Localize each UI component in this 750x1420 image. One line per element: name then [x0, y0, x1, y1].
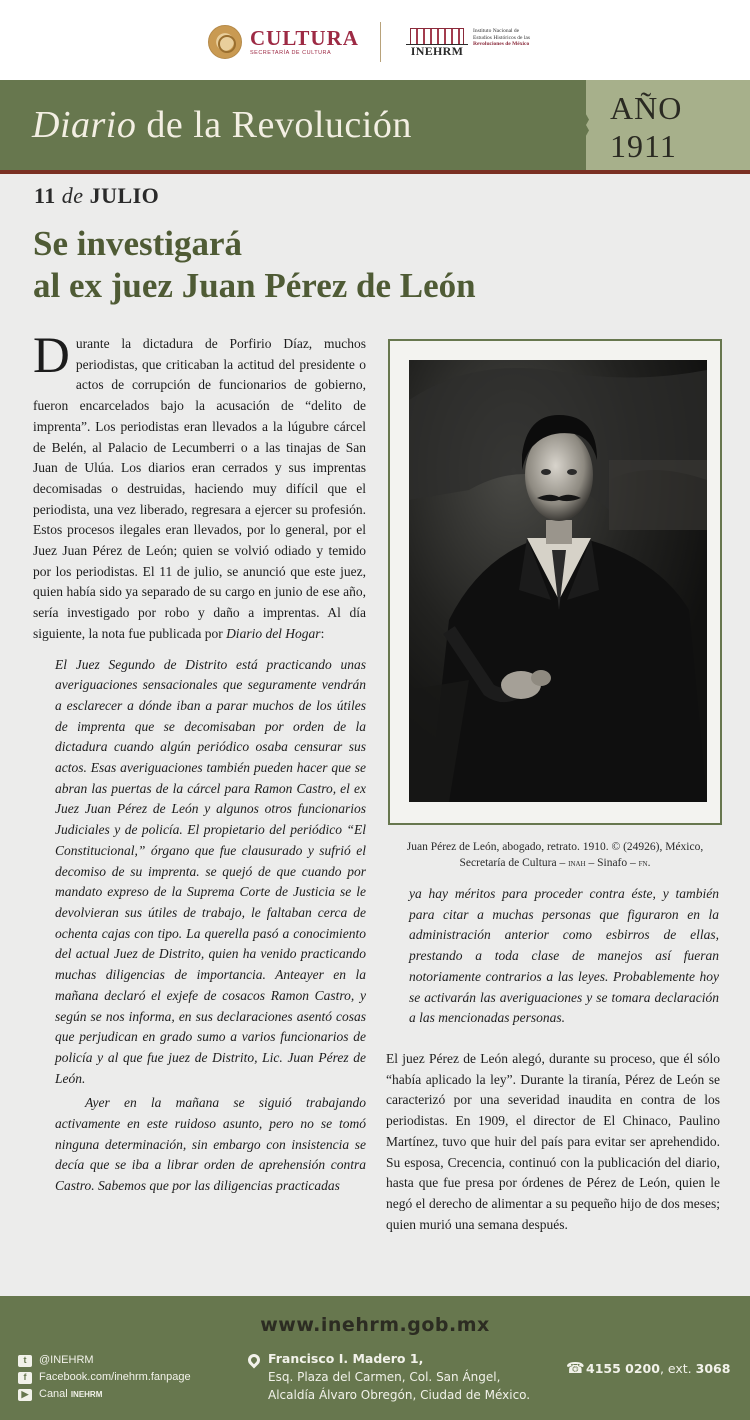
mexico-seal-icon: [208, 25, 242, 59]
website-link[interactable]: www.inehrm.gob.mx: [260, 1314, 490, 1336]
year-label: AÑO: [610, 90, 683, 126]
facebook-icon: f: [18, 1372, 32, 1384]
cultura-subtitle: SECRETARÍA DE CULTURA: [250, 49, 332, 56]
photo-frame: [388, 339, 722, 825]
headline: Se investigará al ex juez Juan Pérez de León: [33, 224, 476, 305]
portrait-photo: [409, 360, 707, 802]
band-rule: [0, 170, 750, 174]
logo-divider: [380, 22, 381, 62]
phone-number[interactable]: 4155 0200, ext. 3068: [586, 1361, 731, 1376]
drop-cap: D: [33, 328, 70, 384]
youtube-link[interactable]: ▶ Canal INEHRM: [18, 1386, 191, 1403]
series-title: Diario de la Revolución: [32, 104, 412, 146]
article-left-column: [33, 328, 366, 1197]
photo-caption: Juan Pérez de León, abogado, retrato. 1910. © (24926), México, Secretaría de Cultura – inah – Sinafo – fn.: [406, 841, 704, 869]
quote-paragraph-1: El Juez Segundo de Distrito está practicando unas averiguaciones sensacionales que seguramente vendrán a esclarecer a dónde iban a parar muchos de los útiles de imprenta que se decomisaban por orden de la dictadura cuando algún periódico osaba censurar sus actos. Esas averiguaciones también pueden hacer que se abran las puertas de la cárcel para Ramon Castro, el ex Juez Juan Pérez de León y algunos otros funcionarios Judiciales y de policía. El propietario del periódico “El Constitucional,” órgano que fue clausurado y sufrió el decomiso de su imprenta. se quejó de que cuando por mandato expreso de la Suprema Corte de Justicia se le devolvieran sus útiles de trabajo, le faltaban cerca de ochenta cajas con tipo. La querella pasó a conocimiento del actual Juez de Distrito, quien ha venido practicando muchas diligencias de importancia. Anteayer en la mañana declaró el exjefe de cosacos Ramon Castro, y según se nos informa, en sus declaraciones asentó cosas que perjudican en grado sumo a varios funcionarios de policía y al que fue juez de Distrito, Lic. Juan Pérez de León.: [55, 656, 366, 1086]
inehrm-logo[interactable]: [406, 28, 530, 58]
source-name: Diario del Hogar: [226, 625, 321, 641]
youtube-icon: ▶: [18, 1389, 32, 1401]
quote-continuation: ya hay méritos para proceder contra éste, y también para citar a muchas personas que figuraron en la administración anterior como esbirros de ellas, prestando a toda clase de manejos así fueran notoriamente contrarios a las leyes. Probablemente hoy se activarán las averiguaciones y se tomara declaración a las mencionadas personas.: [409, 886, 719, 1026]
address: Francisco I. Madero 1, Esq. Plaza del Carmen, Col. San Ángel, Alcaldía Álvaro Obregón, Ciudad de México.: [268, 1351, 531, 1402]
phone-icon: ☎: [566, 1359, 585, 1377]
cultura-logo[interactable]: [208, 24, 359, 60]
social-links: [18, 1352, 191, 1403]
quoted-note: [55, 655, 366, 1197]
inehrm-building-icon: [406, 28, 468, 58]
year-value: 1911: [610, 128, 677, 164]
twitter-link[interactable]: t @INEHRM: [18, 1352, 191, 1369]
logo-bar: [0, 0, 750, 80]
inehrm-acronym: INEHRM: [406, 44, 468, 58]
inehrm-fullname: Instituto Nacional de Estudios Históricos de las Revoluciones de México: [473, 28, 530, 47]
portrait-image: [409, 360, 707, 802]
article-closing: El juez Pérez de León alegó, durante su proceso, que él sólo “había aplicado la ley”. Durante la tiranía, Pérez de León se caracterizó por una severidad inaudita en contra de los periodistas. En 1909, el director de El Chinaco, Paulino Martínez, tuvo que huir del país para evitar ser aprehendido. Su esposa, Crecencia, continuó con la publicación del diario, hasta que fue presa por órdenes de Pérez de León, quien le negó el derecho de alimentar a su pequeño hijo de dos meses; quien murió una semana después.: [386, 1051, 720, 1232]
dateline: 11 de JULIO: [34, 183, 160, 208]
twitter-icon: t: [18, 1355, 32, 1367]
cultura-name: CULTURA: [250, 25, 359, 50]
article-lead: Durante la dictadura de Porfirio Díaz, muchos periodistas, que criticaban la actitud del presidente o actos de corrupción de funcionarios de gobierno, fueron encarcelados bajo la acusación de “delito de imprenta”. Los periodistas eran llevados a la lúgubre cárcel de Belén, al Palacio de Lecumberri o a las tinajas de San Juan de Ulúa. Los diarios eran cerrados y sus imprentas decomisadas o destruidas, haciendo muy difícil que el periodista, una vez liberado, regresara a ejercer su profesión. Estos procesos ilegales eran llevados, por lo general, por el Juez Juan Pérez de León; quien se volvió odiado y temido por los periodistas. El 11 de julio, se anunció que este juez, quien había sido ya separado de su cargo en junio de ese año, sería investigado por robo y daño a imprentas. Al día siguiente, la nota fue publicada por Diario del Hogar:: [33, 328, 366, 641]
quote-paragraph-2: Ayer en la mañana se siguió trabajando activamente en este ruidoso asunto, pero no se tomó ninguna determinación, sin embargo con insistencia se decía que se iba a librar orden de aprehensión contra Castro. Sabemos que por las diligencias practicadas: [55, 1095, 366, 1194]
facebook-link[interactable]: f Facebook.com/inehrm.fanpage: [18, 1369, 191, 1386]
